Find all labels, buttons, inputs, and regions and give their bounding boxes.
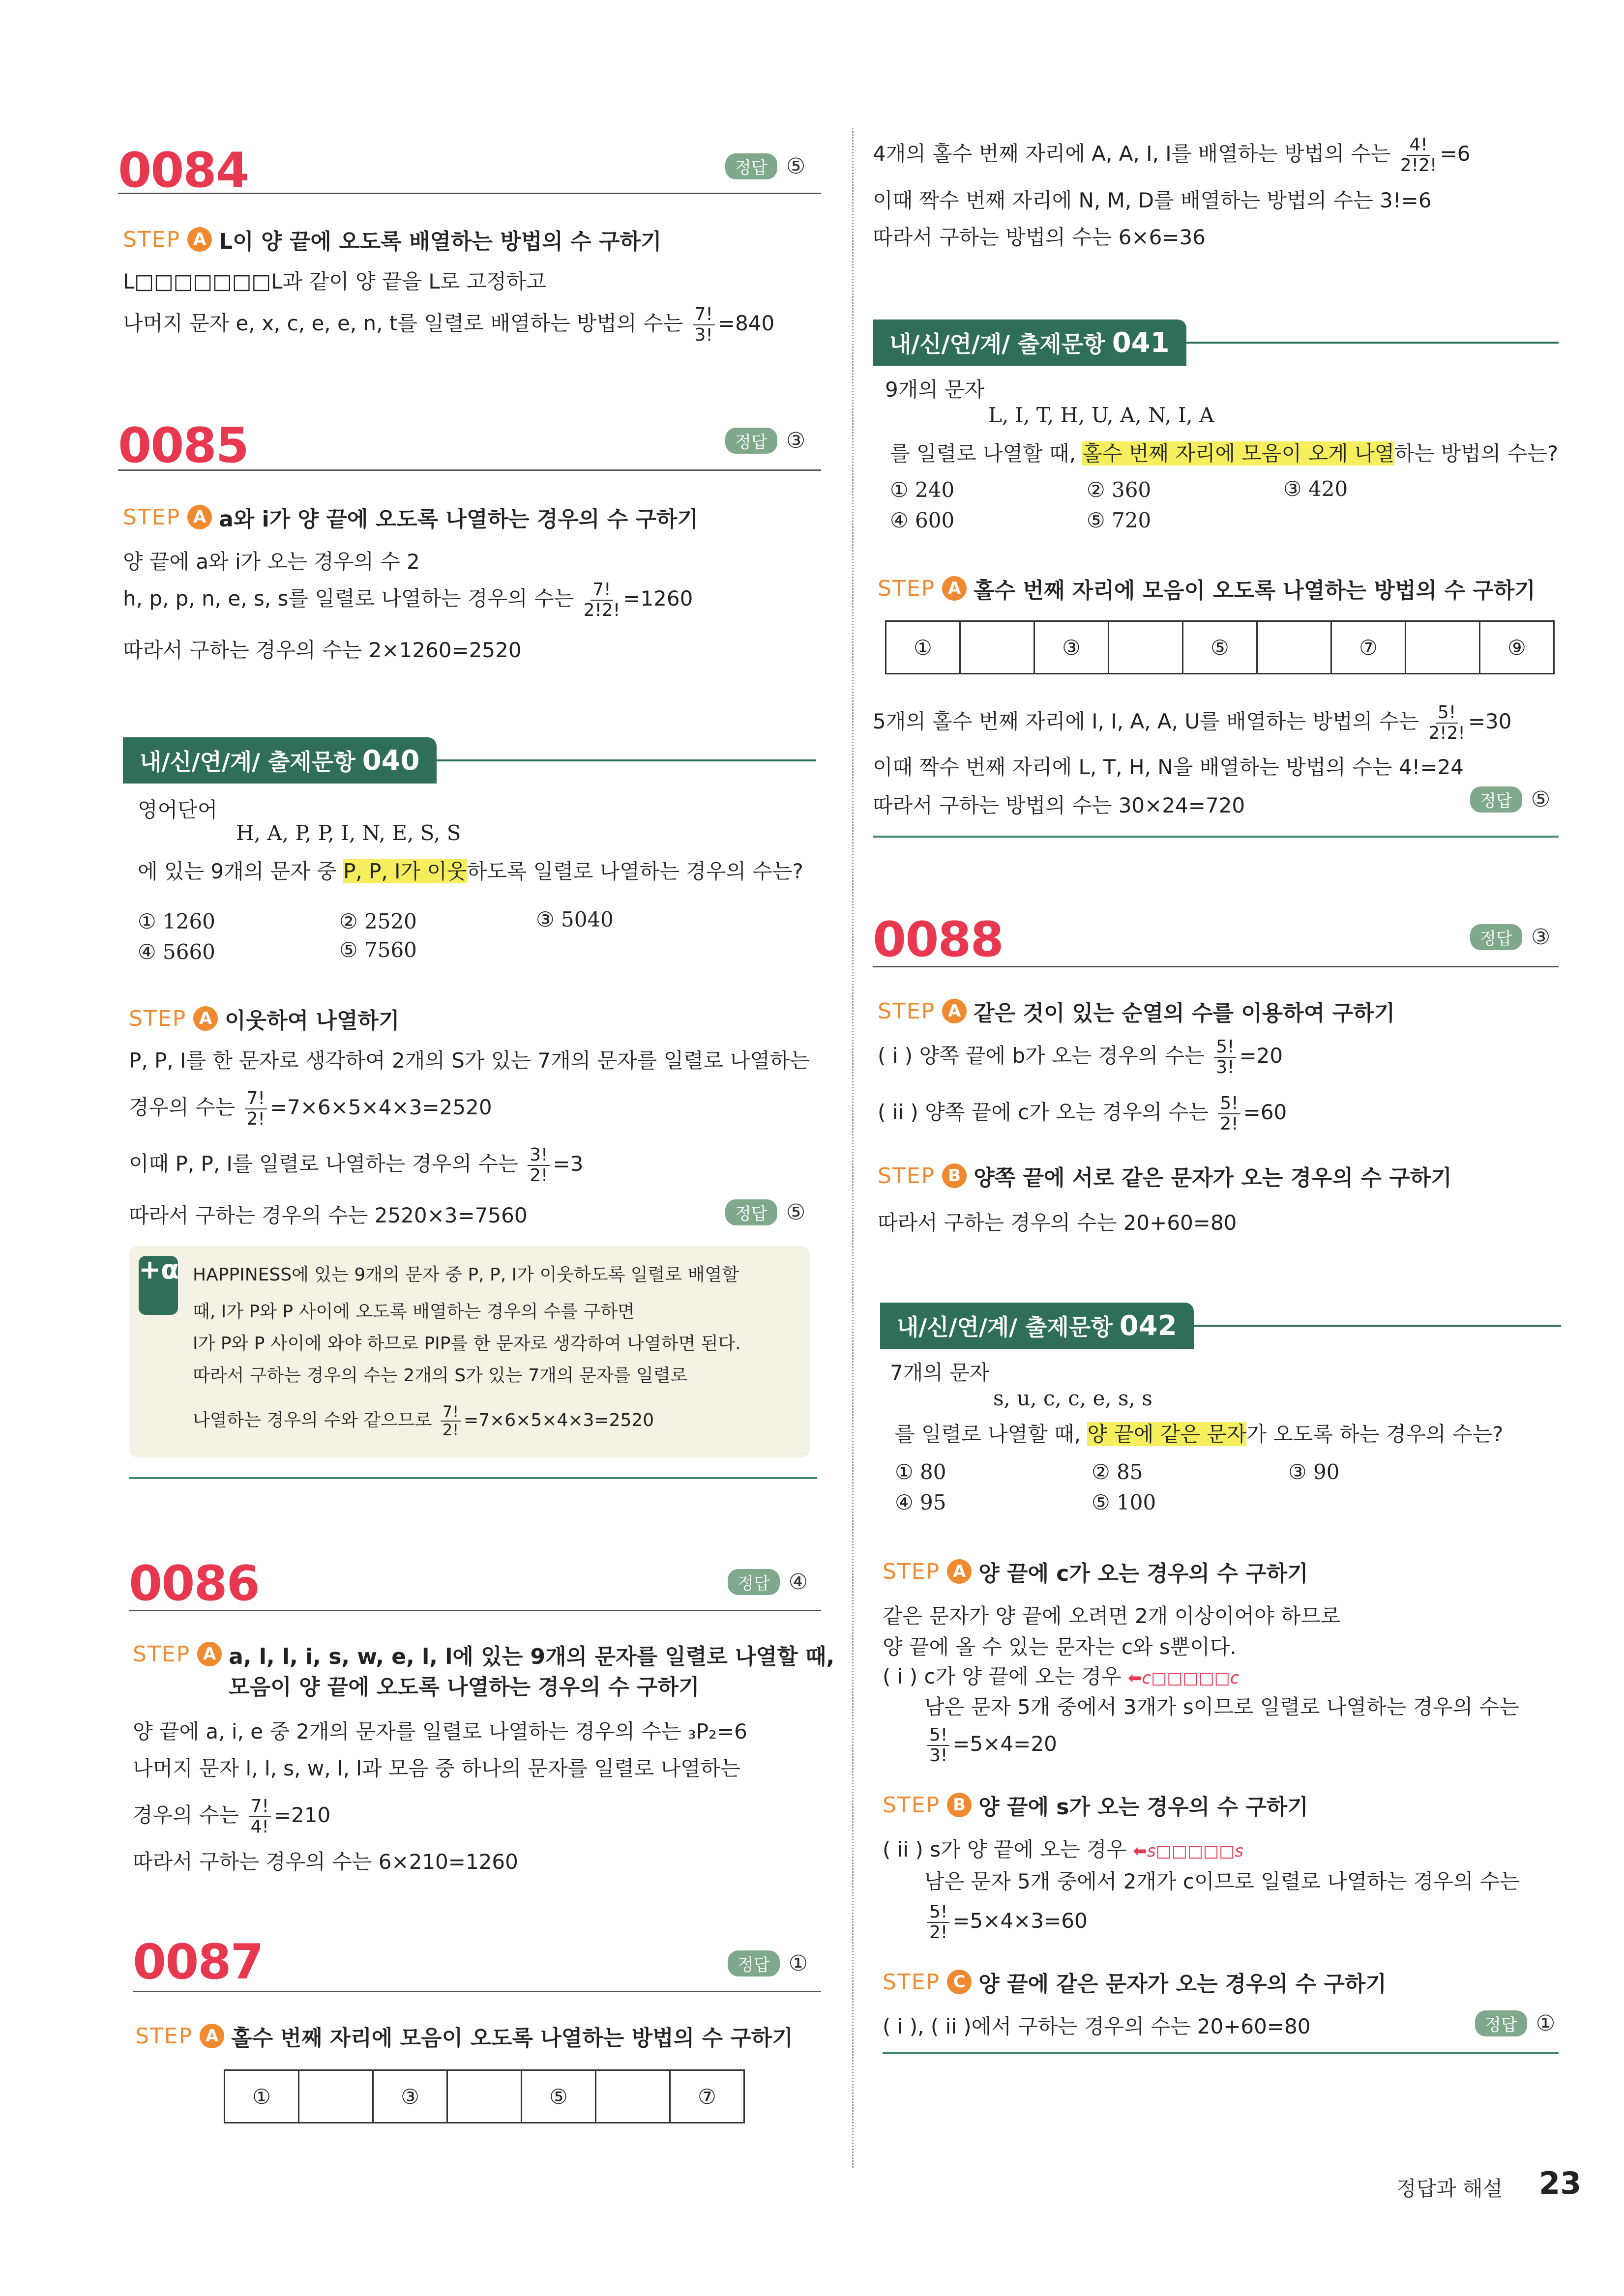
choice-1: ① 240	[890, 478, 955, 502]
step-letter: A	[187, 505, 212, 529]
answer-0086	[728, 1569, 808, 1595]
text-line	[924, 1902, 1088, 1942]
step-a-040	[129, 1003, 400, 1034]
text-line	[123, 305, 774, 345]
tip-line: HAPPINESS에 있는 9개의 문자 중 P, P, I가 이웃하도록 일렬로 배열할	[193, 1265, 739, 1285]
numerator: 5!	[927, 1725, 949, 1746]
step-label: STEP	[883, 1559, 941, 1584]
question-text	[890, 437, 1558, 467]
highlighted-text: P, P, I가 이웃	[343, 859, 467, 883]
text-line: 따라서 구하는 경우의 수는 2520×3=7560	[129, 1203, 528, 1227]
result: =5×4×3=60	[952, 1909, 1088, 1933]
grid-cell	[961, 622, 1035, 673]
tab-rule	[1186, 342, 1559, 344]
question-word: L, I, T, H, U, A, N, I, A	[988, 403, 1214, 427]
numerator: 5!	[1436, 703, 1458, 724]
step-title	[229, 1642, 834, 1703]
text-line: 양 끝에 a와 i가 오는 경우의 수 2	[123, 550, 420, 574]
fraction	[584, 580, 620, 620]
text-segment: 하도록 일렬로 나열하는 경우의 수는?	[467, 859, 803, 883]
answer-0088	[1470, 924, 1550, 950]
denominator: 2!	[1220, 1113, 1239, 1134]
step-title: L이 양 끝에 오도록 배열하는 방법의 수 구하기	[219, 229, 662, 254]
tab-rule	[437, 759, 816, 761]
answer-value: ③	[786, 428, 806, 453]
text-segment: 나머지 문자 e, x, c, e, e, n, t를 일렬로 배열하는 방법의 수는	[123, 311, 683, 336]
step-title: a와 i가 양 끝에 오도록 나열하는 경우의 수 구하기	[219, 507, 699, 532]
answer-badge: 정답	[725, 153, 777, 179]
question-text	[138, 855, 803, 885]
choice-2: ② 360	[1087, 478, 1152, 502]
text-line: L□□□□□□□L과 같이 양 끝을 L로 고정하고	[123, 269, 547, 293]
text-line: 따라서 구하는 방법의 수는 6×6=36	[873, 225, 1206, 249]
choice-4: ④ 600	[890, 508, 955, 532]
denominator: 2!	[442, 1421, 459, 1440]
step-label: STEP	[878, 998, 936, 1024]
text-line	[873, 703, 1512, 743]
text-segment: 나열하는 경우의 수와 같으므로	[193, 1410, 432, 1431]
text-line	[133, 1797, 330, 1836]
section-end-rule	[873, 836, 1559, 838]
answer-badge: 정답	[728, 1569, 780, 1595]
step-a-0087	[135, 2020, 793, 2052]
step-letter: C	[947, 1970, 972, 1994]
text-line	[883, 1660, 1239, 1690]
step-label: STEP	[883, 1792, 941, 1818]
problem-number-0088: 0088	[873, 912, 1003, 968]
result: =840	[717, 311, 775, 336]
step-letter: B	[942, 1163, 967, 1188]
answer-0087	[728, 1950, 808, 1976]
arrangement-hint: ⬅s□□□□□s	[1133, 1841, 1243, 1861]
answer-0085	[725, 428, 805, 454]
tab-number: 042	[1119, 1310, 1177, 1342]
choices-040	[138, 909, 777, 973]
answer-value: ①	[788, 1951, 808, 1976]
choices-041	[890, 478, 1529, 542]
text-segment: h, p, p, n, e, s, s를 일렬로 나열하는 경우의 수는	[123, 586, 574, 611]
result: =1260	[623, 586, 693, 611]
text-line: 같은 문자가 양 끝에 오려면 2개 이상이어야 하므로	[883, 1604, 1341, 1628]
denominator: 3!	[1216, 1057, 1235, 1077]
fraction	[245, 1089, 267, 1129]
tab-number: 040	[362, 745, 420, 777]
answer-value: ⑤	[1531, 787, 1551, 812]
section-end-rule	[883, 2052, 1559, 2054]
choice-4: ④ 5660	[138, 940, 215, 964]
denominator: 4!	[250, 1816, 269, 1837]
page-number: 23	[1539, 2165, 1582, 2201]
text-line: 나머지 문자 l, l, s, w, l, l과 모음 중 하나의 문자를 일렬로 나열하는	[133, 1756, 740, 1780]
problem-number-0086: 0086	[129, 1556, 259, 1612]
step-letter: A	[187, 227, 212, 252]
related-tab	[123, 737, 437, 784]
header-rule	[129, 1610, 821, 1611]
grid-cell: ③	[374, 2071, 448, 2122]
text-segment: 에 있는 9개의 문자 중	[138, 859, 344, 883]
step-title: 양 끝에 같은 문자가 오는 경우의 수 구하기	[978, 1972, 1387, 1997]
text-line: ( i ), ( ii )에서 구하는 경우의 수는 20+60=80	[883, 2014, 1311, 2038]
answer-042	[1475, 2010, 1555, 2036]
step-b-042	[883, 1789, 1308, 1821]
problem-number-0084: 0084	[118, 143, 248, 199]
arrangement-hint: ⬅c□□□□□c	[1127, 1668, 1240, 1688]
problem-number-0087: 0087	[133, 1934, 263, 1990]
grid-cell	[448, 2071, 522, 2122]
choice-5: ⑤ 100	[1092, 1490, 1156, 1514]
step-title: 같은 것이 있는 순열의 수를 이용하여 구하기	[974, 1001, 1395, 1026]
step-letter: B	[947, 1793, 972, 1817]
answer-value: ③	[1531, 925, 1551, 950]
numerator: 7!	[441, 1403, 461, 1422]
text-segment: 4개의 홀수 번째 자리에 A, A, I, I를 배열하는 방법의 수는	[873, 142, 1391, 166]
answer-value: ⑤	[786, 1200, 806, 1225]
text-line: 따라서 구하는 방법의 수는 30×24=720	[873, 793, 1245, 817]
numerator: 4!	[1407, 135, 1429, 156]
text-line	[883, 1833, 1243, 1863]
numerator: 5!	[927, 1902, 949, 1923]
grid-cell: ⑦	[1332, 622, 1406, 673]
answer-badge: 정답	[1470, 924, 1522, 950]
position-grid-0087	[224, 2069, 745, 2123]
fraction	[927, 1725, 949, 1765]
step-letter: A	[942, 999, 967, 1023]
answer-value: ①	[1535, 2011, 1556, 2036]
tip-line: I가 P와 P 사이에 와야 하므로 PIP를 한 문자로 생각하여 나열하면 된다.	[193, 1334, 741, 1354]
tip-line: 따라서 구하는 경우의 수는 2개의 S가 있는 7개의 문자를 일렬로	[193, 1366, 688, 1386]
step-letter: A	[200, 2024, 224, 2048]
step-label: STEP	[135, 2023, 193, 2049]
answer-040	[725, 1199, 805, 1225]
step-letter: A	[947, 1559, 972, 1584]
numerator: 7!	[693, 305, 715, 325]
question-intro: 7개의 문자	[890, 1361, 990, 1385]
tip-line	[193, 1403, 654, 1439]
tip-line: 때, I가 P와 P 사이에 오도록 배열하는 경우의 수를 구하면	[193, 1302, 635, 1322]
question-text	[895, 1418, 1503, 1448]
choice-3: ③ 420	[1283, 477, 1348, 501]
text-line: 이때 짝수 번째 자리에 N, M, D를 배열하는 방법의 수는 3!=6	[873, 188, 1432, 212]
text-line	[129, 1145, 583, 1185]
grid-cell: ①	[225, 2071, 299, 2122]
question-intro: 9개의 문자	[885, 378, 985, 402]
related-tab	[880, 1303, 1194, 1349]
grid-cell: ⑨	[1507, 635, 1526, 660]
text-line: 남은 문자 5개 중에서 3개가 s이므로 일렬로 나열하는 경우의 수는	[924, 1695, 1519, 1719]
text-line: 따라서 구하는 경우의 수는 2×1260=2520	[123, 638, 522, 662]
plus-alpha-icon: +α	[139, 1256, 178, 1315]
text-line	[873, 135, 1470, 175]
result: =30	[1468, 709, 1512, 734]
problem-number-0085: 0085	[118, 418, 248, 474]
denominator: 2!	[530, 1165, 548, 1186]
highlighted-text: 양 끝에 같은 문자	[1087, 1422, 1247, 1446]
text-line	[123, 580, 693, 620]
step-title: 이웃하여 나열하기	[225, 1008, 400, 1033]
denominator: 2!2!	[1428, 723, 1465, 743]
text-line: 따라서 구하는 경우의 수는 6×210=1260	[133, 1850, 518, 1874]
result: =7×6×5×4×3=2520	[269, 1095, 492, 1120]
choice-1: ① 1260	[138, 909, 215, 933]
tab-label: 내/신/연/계/ 출제문항	[889, 331, 1105, 357]
section-end-rule	[129, 1477, 817, 1479]
step-title: 홀수 번째 자리에 모음이 오도록 나열하는 방법의 수 구하기	[974, 578, 1535, 603]
step-letter: A	[942, 576, 967, 601]
result: =60	[1243, 1100, 1287, 1125]
text-segment: 를 일렬로 나열할 때,	[890, 441, 1083, 465]
grid-cell: ⑤	[522, 2071, 596, 2122]
step-title: 양 끝에 s가 오는 경우의 수 구하기	[978, 1795, 1308, 1820]
text-line	[878, 1037, 1283, 1077]
step-a-0086	[133, 1642, 834, 1703]
step-a-0085	[123, 501, 698, 533]
choice-2: ② 2520	[339, 909, 417, 933]
text-segment: 이때 P, P, I를 일렬로 나열하는 경우의 수는	[129, 1152, 518, 1176]
choice-3: ③ 90	[1288, 1460, 1340, 1484]
tab-number: 041	[1112, 327, 1170, 359]
text-segment: 5개의 홀수 번째 자리에 I, I, A, A, U를 배열하는 방법의 수는	[873, 709, 1419, 734]
header-rule	[118, 193, 821, 194]
denominator: 3!	[694, 324, 713, 345]
fraction	[1428, 703, 1465, 743]
step-label: STEP	[883, 1969, 941, 1995]
grid-cell: ⑤	[1183, 622, 1258, 673]
result: =20	[1239, 1044, 1283, 1068]
column-divider	[852, 128, 854, 2168]
choice-2: ② 85	[1092, 1460, 1143, 1484]
text-segment: ( i ) 양쪽 끝에 b가 오는 경우의 수는	[878, 1044, 1205, 1068]
fraction	[1214, 1037, 1236, 1077]
grid-cell: ⑦	[698, 2084, 716, 2109]
grid-cell	[1109, 622, 1183, 673]
text-segment: 경우의 수는	[133, 1803, 239, 1828]
choices-042	[895, 1460, 1534, 1524]
fraction	[249, 1797, 271, 1836]
step-c-042	[883, 1966, 1387, 1998]
fraction	[1218, 1094, 1240, 1133]
denominator: 2!2!	[1400, 155, 1437, 175]
text-line	[878, 1094, 1287, 1133]
step-label: STEP	[123, 227, 181, 252]
step-label: STEP	[129, 1006, 187, 1031]
result: =5×4=20	[952, 1732, 1057, 1756]
text-line: 양 끝에 올 수 있는 문자는 c와 s뿐이다.	[883, 1635, 1237, 1659]
text-line: 이때 짝수 번째 자리에 L, T, H, N을 배열하는 방법의 수는 4!=24	[873, 755, 1464, 779]
footer-label: 정답과 해설	[1396, 2177, 1503, 2201]
answer-badge: 정답	[1475, 2010, 1527, 2036]
result: =7×6×5×4×3=2520	[464, 1410, 654, 1431]
step-a-0088	[878, 995, 1395, 1027]
numerator: 7!	[245, 1089, 267, 1109]
fraction	[441, 1403, 461, 1439]
text-line: P, P, I를 한 문자로 생각하여 2개의 S가 있는 7개의 문자를 일렬로 나열하는	[129, 1048, 810, 1073]
header-rule	[133, 1991, 821, 1992]
grid-cell: ①	[886, 622, 961, 673]
answer-041	[1470, 786, 1550, 813]
denominator: 2!	[929, 1922, 948, 1943]
step-title: 양쪽 끝에 서로 같은 문자가 오는 경우의 수 구하기	[974, 1165, 1452, 1191]
numerator: 5!	[1218, 1094, 1240, 1114]
answer-badge: 정답	[725, 428, 777, 454]
result: =6	[1440, 142, 1471, 166]
fraction	[693, 305, 715, 345]
result: =210	[273, 1803, 331, 1828]
text-line	[129, 1089, 492, 1129]
answer-value: ④	[788, 1569, 808, 1595]
choice-5: ⑤ 7560	[339, 938, 417, 962]
position-grid-041	[885, 620, 1555, 674]
tab-rule	[1194, 1325, 1561, 1327]
tab-label: 내/신/연/계/ 출제문항	[140, 749, 355, 775]
answer-badge: 정답	[1470, 786, 1522, 813]
text-segment: 하는 방법의 수는?	[1394, 441, 1559, 465]
step-b-0088	[878, 1160, 1452, 1192]
denominator: 2!	[246, 1108, 265, 1129]
text-line	[924, 1725, 1057, 1765]
answer-value: ⑤	[786, 154, 806, 179]
denominator: 2!2!	[583, 600, 620, 620]
numerator: 7!	[591, 580, 613, 601]
step-title-line: a, l, l, i, s, w, e, l, l에 있는 9개의 문자를 일렬로 나열할 때,	[229, 1644, 835, 1669]
question-word: H, A, P, P, I, N, E, S, S	[236, 821, 461, 845]
highlighted-text: 홀수 번째 자리에 모음이 오게 나열	[1082, 441, 1395, 465]
step-a-041	[878, 573, 1535, 604]
fraction	[1400, 135, 1437, 175]
numerator: 3!	[528, 1145, 550, 1166]
text-segment: 경우의 수는	[129, 1095, 236, 1120]
step-title: 양 끝에 c가 오는 경우의 수 구하기	[978, 1561, 1308, 1586]
answer-badge: 정답	[728, 1950, 780, 1976]
question-word: s, u, c, c, e, s, s	[993, 1386, 1152, 1410]
question-intro: 영어단어	[138, 798, 218, 822]
grid-cell	[596, 2071, 671, 2122]
step-label: STEP	[878, 576, 936, 601]
result: =3	[553, 1152, 584, 1176]
related-question-041-header	[873, 320, 1559, 366]
text-segment: ( ii ) 양쪽 끝에 c가 오는 경우의 수는	[878, 1100, 1209, 1125]
related-question-042-header	[880, 1303, 1561, 1349]
tab-label: 내/신/연/계/ 출제문항	[897, 1314, 1113, 1340]
step-label: STEP	[878, 1163, 936, 1189]
step-letter: A	[193, 1006, 218, 1031]
choice-4: ④ 95	[895, 1490, 946, 1514]
denominator: 3!	[929, 1745, 948, 1766]
fraction	[528, 1145, 550, 1185]
step-title: 홀수 번째 자리에 모음이 오도록 나열하는 방법의 수 구하기	[231, 2026, 793, 2051]
header-rule	[873, 966, 1559, 967]
choice-1: ① 80	[895, 1460, 946, 1484]
related-tab	[873, 320, 1186, 366]
step-label: STEP	[123, 504, 181, 530]
grid-cell	[1406, 622, 1480, 673]
text-line: 남은 문자 5개 중에서 2개가 c이므로 일렬로 나열하는 경우의 수는	[924, 1869, 1520, 1893]
text-segment: ( ii ) s가 양 끝에 오는 경우	[883, 1837, 1127, 1861]
step-title-line: 모음이 양 끝에 오도록 나열하는 경우의 수 구하기	[229, 1675, 700, 1700]
choice-3: ③ 5040	[536, 907, 614, 931]
fraction	[927, 1902, 949, 1942]
step-a-042	[883, 1556, 1308, 1587]
text-segment: ( i ) c가 양 끝에 오는 경우	[883, 1664, 1122, 1688]
step-a-0084	[123, 224, 661, 255]
choice-5: ⑤ 720	[1087, 508, 1152, 532]
grid-cell: ③	[1035, 622, 1109, 673]
answer-badge: 정답	[725, 1199, 777, 1225]
header-rule	[118, 469, 821, 471]
numerator: 5!	[1214, 1037, 1236, 1058]
text-line: 양 끝에 a, i, e 중 2개의 문자를 일렬로 나열하는 경우의 수는 ₃P₂=6	[133, 1719, 747, 1744]
answer-0084	[725, 153, 805, 179]
grid-cell	[299, 2071, 374, 2122]
text-segment: 가 오도록 하는 경우의 수는?	[1246, 1422, 1504, 1446]
step-letter: A	[197, 1642, 222, 1666]
text-line: 따라서 구하는 경우의 수는 20+60=80	[878, 1211, 1237, 1235]
related-question-040-header	[123, 737, 816, 784]
text-segment: 를 일렬로 나열할 때,	[895, 1422, 1088, 1446]
numerator: 7!	[249, 1797, 271, 1817]
step-label: STEP	[133, 1642, 191, 1667]
grid-cell	[1258, 622, 1332, 673]
